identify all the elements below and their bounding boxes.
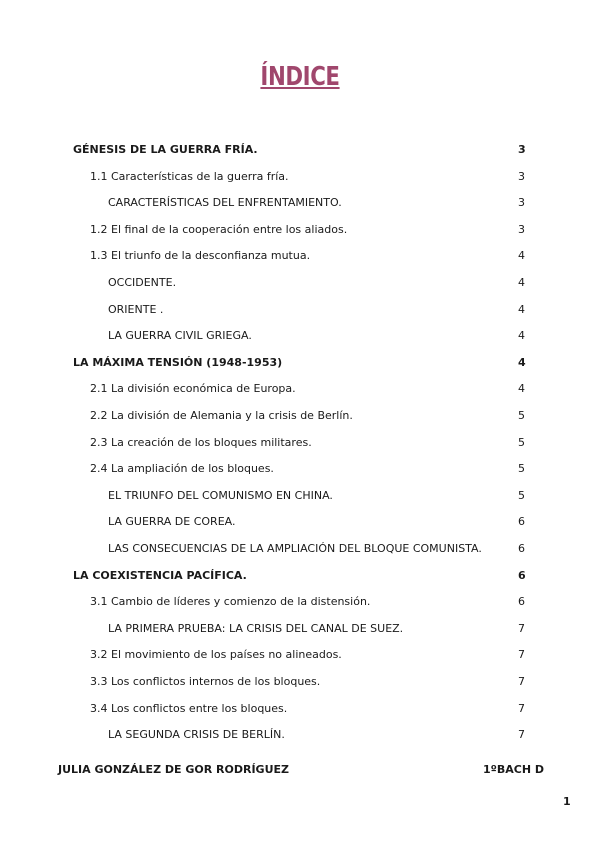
toc-entry-label: EL TRIUNFO DEL COMUNISMO EN CHINA. <box>108 488 333 502</box>
toc-entry[interactable] <box>0 379 600 399</box>
toc-entry-page: 5 <box>518 435 525 449</box>
toc-entry-label: 1.2 El final de la cooperación entre los aliados. <box>90 222 348 236</box>
toc-entry-page: 6 <box>518 542 525 555</box>
toc-entry-page: 4 <box>518 276 525 289</box>
toc-entry[interactable] <box>0 486 600 506</box>
toc-entry[interactable] <box>0 645 600 665</box>
toc-entry[interactable] <box>0 672 600 692</box>
toc-entry[interactable] <box>0 512 600 532</box>
toc-entry-page: 6 <box>518 595 525 609</box>
toc-entry-label: LA COEXISTENCIA PACÍFICA. <box>73 568 247 582</box>
toc-entry[interactable] <box>0 246 600 266</box>
toc-entry-label: 2.2 La división de Alemania y la crisis de Berlín. <box>90 409 353 422</box>
toc-entry-page: 3 <box>518 169 525 183</box>
footer-author: JULIA GONZÁLEZ DE GOR RODRÍGUEZ <box>58 763 289 776</box>
toc-entry-label: 1.3 El triunfo de la desconfianza mutua. <box>90 249 311 263</box>
toc-entry-label: GÉNESIS DE LA GUERRA FRÍA. <box>73 143 258 156</box>
page-title: ÍNDICE <box>260 62 340 92</box>
toc-entry-page: 7 <box>518 675 525 688</box>
toc-entry-page: 5 <box>518 462 525 476</box>
toc-entry-page: 4 <box>518 249 525 263</box>
toc-entry[interactable] <box>0 193 600 213</box>
toc-entry-page: 3 <box>518 143 526 156</box>
toc-entry-page: 4 <box>518 329 525 343</box>
toc-entry-page: 4 <box>518 355 526 369</box>
toc-entry-label: 3.4 Los conflictos entre los bloques. <box>90 701 288 715</box>
toc-entry[interactable] <box>0 353 600 373</box>
toc-entry[interactable] <box>0 592 600 612</box>
toc-entry-label: 3.2 El movimiento de los países no alineados. <box>90 648 342 662</box>
toc-entry-label: 3.3 Los conflictos internos de los bloques. <box>90 675 321 688</box>
toc-entry-label: 1.1 Características de la guerra fría. <box>90 169 289 183</box>
toc-entry[interactable] <box>0 167 600 187</box>
toc-entry-page: 7 <box>518 621 525 635</box>
toc-entry-label: 2.3 La creación de los bloques militares. <box>90 435 312 449</box>
page-number: 1 <box>563 795 571 808</box>
toc-entry-page: 3 <box>518 222 525 236</box>
toc-entry[interactable] <box>0 326 600 346</box>
toc-entry[interactable] <box>0 725 600 745</box>
toc-entry[interactable] <box>0 140 600 160</box>
toc-entry[interactable] <box>0 433 600 453</box>
toc-entry-page: 4 <box>518 302 525 316</box>
toc-entry-label: CARACTERÍSTICAS DEL ENFRENTAMIENTO. <box>108 196 342 210</box>
footer-course: 1ºBACH D <box>483 763 544 776</box>
toc-entry-label: LAS CONSECUENCIAS DE LA AMPLIACIÓN DEL BLOQUE COMUNISTA. <box>108 542 482 555</box>
toc-entry[interactable] <box>0 300 600 320</box>
toc-entry-label: OCCIDENTE. <box>108 276 177 289</box>
toc-entry-label: LA PRIMERA PRUEBA: LA CRISIS DEL CANAL DE SUEZ. <box>108 621 404 635</box>
toc-entry[interactable] <box>0 566 600 586</box>
toc-entry-label: 2.4 La ampliación de los bloques. <box>90 462 274 476</box>
toc-entry[interactable] <box>0 273 600 293</box>
toc-entry-page: 6 <box>518 568 526 582</box>
toc-entry-label: LA GUERRA DE COREA. <box>108 515 236 529</box>
toc-entry[interactable] <box>0 619 600 639</box>
toc-entry-page: 4 <box>518 382 525 396</box>
toc-entry-page: 3 <box>518 196 525 210</box>
toc-entry-page: 5 <box>518 409 525 422</box>
toc-entry-label: LA GUERRA CIVIL GRIEGA. <box>108 329 252 343</box>
toc-entry[interactable] <box>0 406 600 426</box>
toc-entry-page: 5 <box>518 488 525 502</box>
toc-entry[interactable] <box>0 539 600 559</box>
toc-entry-label: 2.1 La división económica de Europa. <box>90 382 296 396</box>
toc-entry-label: LA SEGUNDA CRISIS DE BERLÍN. <box>108 728 285 742</box>
toc-entry[interactable] <box>0 220 600 240</box>
toc-entry-page: 7 <box>518 728 525 742</box>
toc-entry[interactable] <box>0 699 600 719</box>
toc-entry-page: 7 <box>518 701 525 715</box>
toc-entry-label: LA MÁXIMA TENSIÓN (1948-1953) <box>73 355 283 369</box>
toc-entry-page: 7 <box>518 648 525 662</box>
toc-entry-label: ORIENTE . <box>108 302 164 316</box>
toc-entry-label: 3.1 Cambio de líderes y comienzo de la distensión. <box>90 595 371 609</box>
toc-entry[interactable] <box>0 459 600 479</box>
toc-entry-page: 6 <box>518 515 525 529</box>
